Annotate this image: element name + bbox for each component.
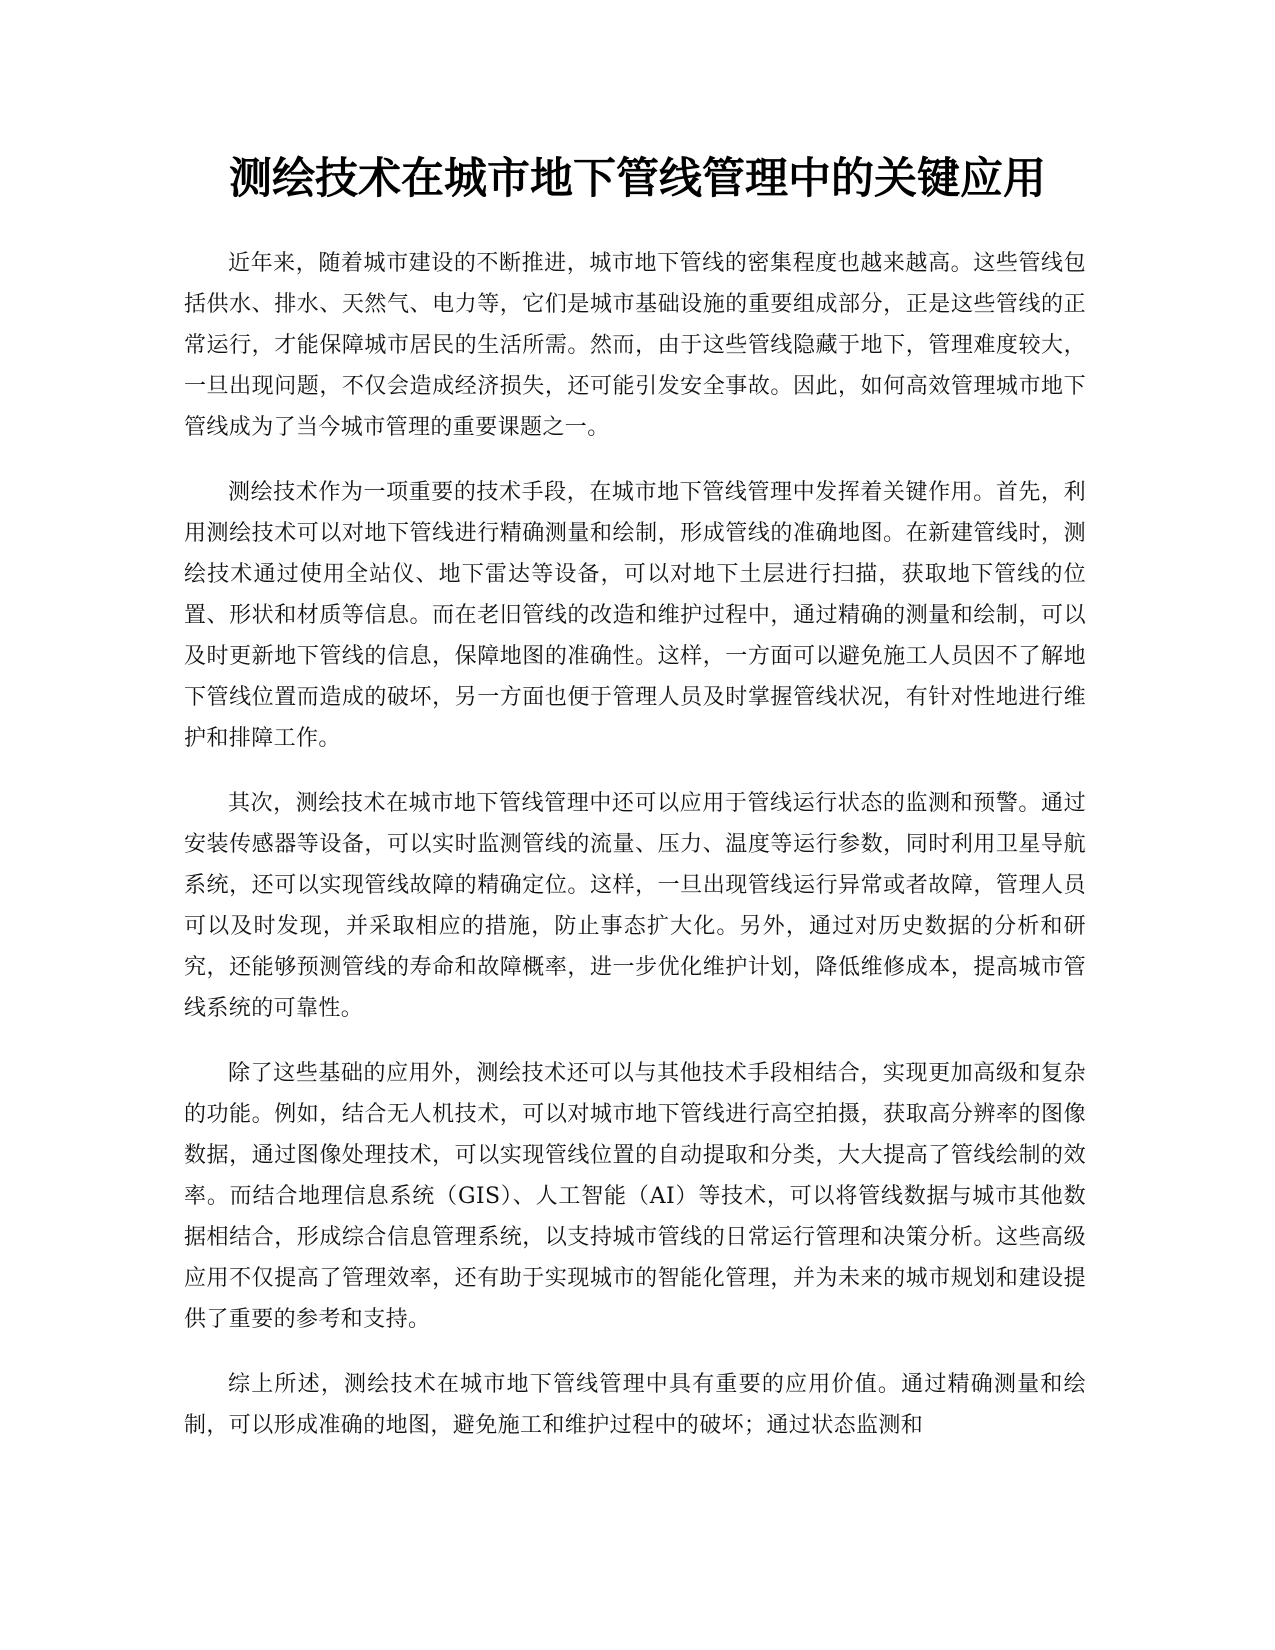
- paragraph-1: 近年来，随着城市建设的不断推进，城市地下管线的密集程度也越来越高。这些管线包括供水、排水、天然气、电力等，它们是城市基础设施的重要组成部分，正是这些管线的正常运行，才能保障城市居民的生活所需。然而，由于这些管线隐藏于地下，管理难度较大，一旦出现问题，不仅会造成经济损失，还可能引发安全事故。因此，如何高效管理城市地下管线成为了当今城市管理的重要课题之一。: [184, 251, 1086, 440]
- paragraph-2: 测绘技术作为一项重要的技术手段，在城市地下管线管理中发挥着关键作用。首先，利用测绘技术可以对地下管线进行精确测量和绘制，形成管线的准确地图。在新建管线时，测绘技术通过使用全站仪、地下雷达等设备，可以对地下土层进行扫描，获取地下管线的位置、形状和材质等信息。而在老旧管线的改造和维护过程中，通过精确的测量和绘制，可以及时更新地下管线的信息，保障地图的准确性。这样，一方面可以避免施工人员因不了解地下管线位置而造成的破坏，另一方面也便于管理人员及时掌握管线状况，有针对性地进行维护和排障工作。: [184, 480, 1086, 751]
- paragraph-3: 其次，测绘技术在城市地下管线管理中还可以应用于管线运行状态的监测和预警。通过安装传感器等设备，可以实时监测管线的流量、压力、温度等运行参数，同时利用卫星导航系统，还可以实现管线故障的精确定位。这样，一旦出现管线运行异常或者故障，管理人员可以及时发现，并采取相应的措施，防止事态扩大化。另外，通过对历史数据的分析和研究，还能够预测管线的寿命和故障概率，进一步优化维护计划，降低维修成本，提高城市管线系统的可靠性。: [184, 791, 1086, 1021]
- document-title: 测绘技术在城市地下管线管理中的关键应用: [229, 154, 1046, 204]
- paragraph-4: 除了这些基础的应用外，测绘技术还可以与其他技术手段相结合，实现更加高级和复杂的功能。例如，结合无人机技术，可以对城市地下管线进行高空拍摄，获取高分辨率的图像数据，通过图像处理技术，可以实现管线位置的自动提取和分类，大大提高了管线绘制的效率。而结合地理信息系统（GIS）、人工智能（AI）等技术，可以将管线数据与城市其他数据相结合，形成综合信息管理系统，以支持城市管线的日常运行管理和决策分析。这些高级应用不仅提高了管理效率，还有助于实现城市的智能化管理，并为未来的城市规划和建设提供了重要的参考和支持。: [184, 1061, 1086, 1332]
- document-body: [184, 243, 1086, 1470]
- paragraph-5: 综上所述，测绘技术在城市地下管线管理中具有重要的应用价值。通过精确测量和绘制，可以形成准确的地图，避免施工和维护过程中的破坏；通过状态监测和: [184, 1372, 1086, 1438]
